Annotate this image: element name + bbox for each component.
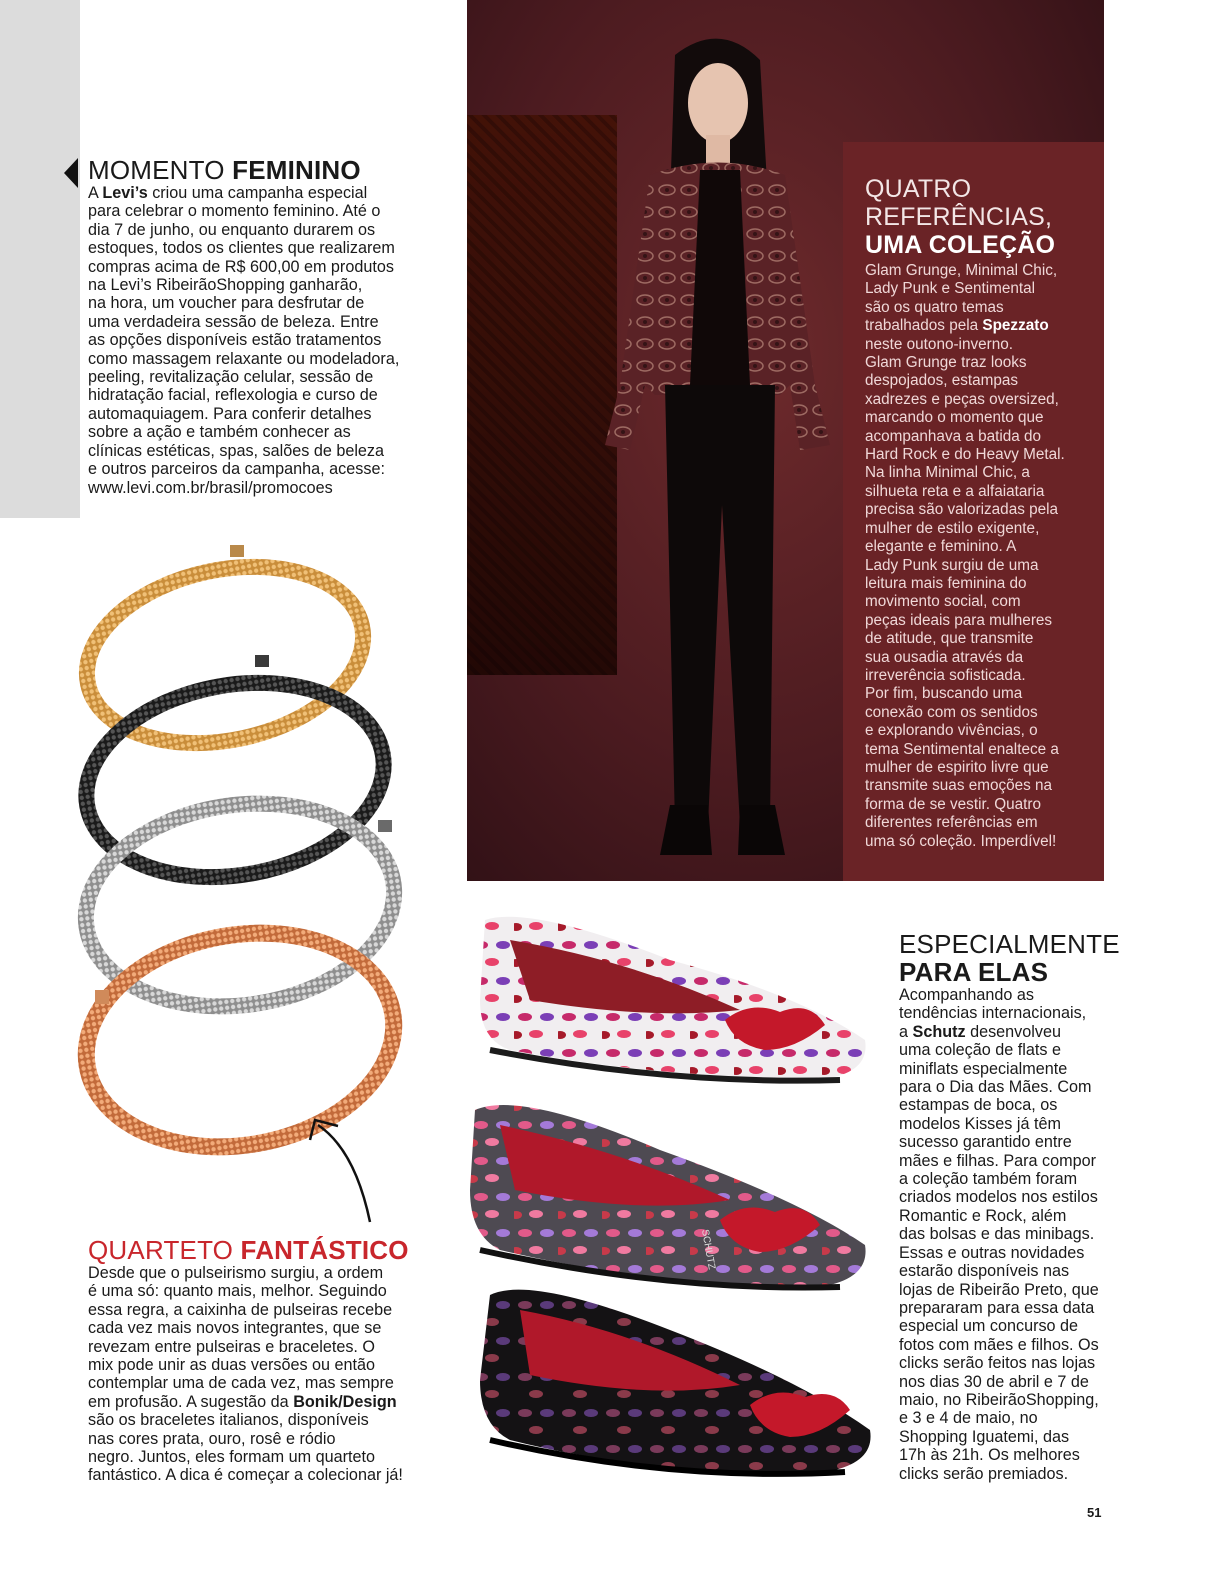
text-span: é uma só: quanto mais, melhor. Seguindo — [88, 1282, 387, 1301]
text-line — [865, 391, 1097, 409]
text-span: essa regra, a caixinha de pulseiras recebe — [88, 1300, 393, 1319]
text-span: irreverência sofisticada. — [865, 666, 1026, 684]
back-arrow-icon — [64, 158, 78, 188]
text-line — [88, 1448, 428, 1466]
text-span: estampas de boca, os — [899, 1096, 1058, 1115]
text-span: são os quatro temas — [865, 298, 1004, 316]
text-line — [88, 1282, 428, 1300]
text-line — [865, 722, 1097, 740]
quarteto-article — [88, 1236, 428, 1485]
text-line — [865, 262, 1097, 280]
text-span: silhueta reta e a alfaiataria — [865, 482, 1045, 500]
text-span: mulher de espirito livre que — [865, 758, 1049, 776]
text-span: para celebrar o momento feminino. Até o — [88, 202, 381, 221]
text-span: despojados, estampas — [865, 372, 1019, 390]
shoe-brand-mark: SCHUTZ — [699, 1228, 717, 1271]
text-line — [865, 372, 1097, 390]
quatro-title-bold: UMA COLEÇÃO — [865, 231, 1056, 259]
text-line — [865, 796, 1097, 814]
text-line — [899, 1446, 1129, 1464]
text-span: Glam Grunge traz looks — [865, 354, 1027, 372]
text-line — [899, 1391, 1129, 1409]
text-span: para o Dia das Mães. Com — [899, 1078, 1092, 1097]
text-span: automaquiagem. Para conferir detalhes — [88, 404, 372, 423]
especial-article — [899, 930, 1129, 1483]
text-span: elegante e feminino. A — [865, 538, 1017, 556]
text-span: clicks serão feitos nas lojas — [899, 1354, 1096, 1373]
text-span: de atitude, que transmite — [865, 630, 1034, 648]
text-span: A — [88, 184, 103, 202]
text-span: uma só coleção. Imperdível! — [865, 832, 1057, 850]
text-span: tema Sentimental enaltece a — [865, 740, 1059, 758]
text-span: Por fim, buscando uma — [865, 685, 1023, 703]
text-line — [865, 759, 1097, 777]
text-span: leitura mais feminina do — [865, 574, 1027, 592]
text-line — [88, 221, 418, 239]
text-span: maio, no RibeirãoShopping, — [899, 1390, 1099, 1409]
text-span: fotos com mães e filhos. Os — [899, 1335, 1099, 1354]
text-line — [88, 405, 418, 423]
text-span: desenvolveu — [965, 1022, 1061, 1041]
text-line — [88, 313, 418, 331]
bold-text: Levi’s — [102, 184, 148, 202]
text-line — [899, 1317, 1129, 1335]
text-line — [899, 1060, 1129, 1078]
text-line — [899, 1115, 1129, 1133]
text-line — [88, 368, 418, 386]
text-line — [865, 649, 1097, 667]
text-span: sucesso garantido entre — [899, 1133, 1072, 1152]
text-line — [899, 986, 1129, 1004]
text-span: especial um concurso de — [899, 1317, 1079, 1336]
text-line — [865, 704, 1097, 722]
text-span: uma coleção de flats e — [899, 1041, 1061, 1060]
text-line — [865, 814, 1097, 832]
text-line — [865, 593, 1097, 611]
shoes-photo — [470, 900, 890, 1500]
text-line — [865, 741, 1097, 759]
text-span: prepararam para essa data — [899, 1298, 1095, 1317]
text-span: compras acima de R$ 600,00 em produtos — [88, 257, 394, 276]
text-line — [865, 667, 1097, 685]
text-line — [88, 1356, 428, 1374]
text-line — [899, 1299, 1129, 1317]
text-line — [899, 1225, 1129, 1243]
text-line — [899, 1023, 1129, 1041]
text-line — [899, 1262, 1129, 1280]
text-line — [865, 538, 1097, 556]
text-span: Shopping Iguatemi, das — [899, 1427, 1070, 1446]
text-span: nos dias 30 de abril e 7 de — [899, 1372, 1089, 1391]
text-line — [865, 833, 1097, 851]
bold-text: Bonik/Design — [293, 1392, 397, 1411]
text-span: neste outono-inverno. — [865, 335, 1013, 353]
text-line — [88, 331, 418, 349]
especial-title-bold: PARA ELAS — [899, 957, 1049, 987]
text-line — [88, 460, 418, 478]
text-line — [899, 1281, 1129, 1299]
text-line — [865, 501, 1097, 519]
text-span: marcando o momento que — [865, 409, 1044, 427]
text-span: uma verdadeira sessão de beleza. Entre — [88, 312, 379, 331]
text-line — [88, 1301, 428, 1319]
text-line — [88, 202, 418, 220]
text-span: acompanhava a batida do — [865, 427, 1042, 445]
pointer-arrow-icon — [300, 1110, 390, 1230]
text-line — [88, 1466, 428, 1484]
text-line — [899, 1336, 1129, 1354]
text-line — [865, 557, 1097, 575]
text-span: Acompanhando as — [899, 986, 1034, 1004]
text-line — [865, 317, 1097, 335]
text-line — [865, 299, 1097, 317]
text-line — [88, 1374, 428, 1392]
text-span: hidratação facial, reflexologia e curso de — [88, 386, 378, 405]
text-line — [865, 685, 1097, 703]
quatro-article-title — [865, 175, 1095, 259]
text-line — [865, 630, 1097, 648]
momento-body — [88, 184, 418, 497]
text-line — [88, 1430, 428, 1448]
text-span: e outros parceiros da campanha, acesse: — [88, 460, 385, 479]
text-span: mix pode unir as duas versões ou então — [88, 1356, 376, 1375]
text-span: estarão disponíveis nas — [899, 1262, 1070, 1281]
text-span: cada vez mais novos integrantes, que se — [88, 1319, 382, 1338]
quarteto-body — [88, 1264, 428, 1485]
text-line — [865, 354, 1097, 372]
text-span: dia 7 de junho, ou enquanto durarem os — [88, 220, 376, 239]
text-line — [88, 1393, 428, 1411]
text-span: sobre a ação e também conhecer as — [88, 423, 351, 442]
text-line — [865, 612, 1097, 630]
text-line — [899, 1354, 1129, 1372]
text-line — [88, 442, 418, 460]
text-span: criados modelos nos estilos — [899, 1188, 1098, 1207]
text-span: precisa são valorizadas pela — [865, 501, 1059, 519]
text-span: estoques, todos os clientes que realizarem — [88, 239, 395, 258]
text-line — [899, 1096, 1129, 1114]
text-span: modelos Kisses já têm — [899, 1114, 1061, 1133]
especial-title-light: ESPECIALMENTE — [899, 929, 1120, 959]
text-line — [899, 1152, 1129, 1170]
especial-body — [899, 986, 1129, 1483]
text-span: tendências internacionais, — [899, 1004, 1087, 1023]
text-span: forma de se vestir. Quatro — [865, 795, 1041, 813]
text-line — [899, 1409, 1129, 1427]
text-line — [865, 483, 1097, 501]
text-span: as opções disponíveis estão tratamentos — [88, 331, 382, 350]
momento-title: MOMENTO FEMININO — [88, 155, 361, 185]
text-span: clicks serão premiados. — [899, 1464, 1069, 1483]
text-span: www.levi.com.br/brasil/promocoes — [88, 478, 333, 497]
text-span: Lady Punk e Sentimental — [865, 280, 1036, 298]
model-figure — [590, 25, 850, 865]
text-span: mães e filhas. Para compor — [899, 1151, 1097, 1170]
text-line — [865, 520, 1097, 538]
quarteto-title: QUARTETO FANTÁSTICO — [88, 1235, 409, 1265]
text-span: criou uma campanha especial — [147, 184, 368, 202]
text-span: miniflats especialmente — [899, 1059, 1068, 1078]
text-span: Essas e outras novidades — [899, 1243, 1085, 1262]
text-line — [88, 386, 418, 404]
text-line — [88, 1264, 428, 1282]
quatro-title-line2: REFERÊNCIAS, — [865, 203, 1053, 231]
text-span: movimento social, com — [865, 593, 1021, 611]
bold-text: Spezzato — [982, 317, 1049, 335]
text-line — [88, 1338, 428, 1356]
text-line — [899, 1465, 1129, 1483]
text-line — [899, 1428, 1129, 1446]
text-line — [865, 280, 1097, 298]
text-span: das bolsas e das minibags. — [899, 1225, 1095, 1244]
text-span: em profusão. A sugestão da — [88, 1392, 294, 1411]
text-span: fantástico. A dica é começar a colecionar já! — [88, 1466, 403, 1485]
text-span: a — [899, 1022, 913, 1041]
text-line — [899, 1078, 1129, 1096]
text-span: contemplar uma de cada vez, mas sempre — [88, 1374, 394, 1393]
text-line — [865, 336, 1097, 354]
text-span: são os braceletes italianos, disponíveis — [88, 1411, 369, 1430]
text-span: peças ideais para mulheres — [865, 611, 1053, 629]
text-span: nas cores prata, ouro, rosê e ródio — [88, 1429, 336, 1448]
text-line — [899, 1188, 1129, 1206]
text-line — [899, 1207, 1129, 1225]
text-span: sua ousadia através da — [865, 648, 1024, 666]
text-line — [88, 1411, 428, 1429]
text-line — [88, 350, 418, 368]
text-line — [865, 446, 1097, 464]
text-line — [899, 1133, 1129, 1151]
text-span: Na linha Minimal Chic, a — [865, 464, 1030, 482]
text-span: trabalhados pela — [865, 317, 983, 335]
text-span: negro. Juntos, eles formam um quarteto — [88, 1448, 376, 1467]
text-span: e explorando vivências, o — [865, 722, 1038, 740]
text-line — [865, 428, 1097, 446]
text-span: diferentes referências em — [865, 814, 1038, 832]
text-span: 17h às 21h. Os melhores — [899, 1446, 1080, 1465]
text-span: lojas de Ribeirão Preto, que — [899, 1280, 1099, 1299]
quatro-body — [865, 262, 1097, 851]
text-span: conexão com os sentidos — [865, 703, 1038, 721]
text-line — [899, 1244, 1129, 1262]
text-span: transmite suas emoções na — [865, 777, 1053, 795]
quatro-title-line1: QUATRO — [865, 175, 972, 203]
text-span: Desde que o pulseirismo surgiu, a ordem — [88, 1264, 384, 1282]
text-span: como massagem relaxante ou modeladora, — [88, 349, 400, 368]
text-span: revezam entre pulseiras e braceletes. O — [88, 1337, 376, 1356]
text-line — [88, 258, 418, 276]
text-line — [899, 1373, 1129, 1391]
text-line — [88, 479, 418, 497]
text-line — [865, 777, 1097, 795]
text-span: peeling, revitalização celular, sessão de — [88, 368, 374, 387]
text-line — [899, 1170, 1129, 1188]
text-span: Romantic e Rock, além — [899, 1206, 1067, 1225]
text-line — [88, 1319, 428, 1337]
text-line — [88, 423, 418, 441]
text-span: Glam Grunge, Minimal Chic, — [865, 262, 1058, 279]
text-line — [865, 575, 1097, 593]
text-line — [899, 1041, 1129, 1059]
text-line — [865, 464, 1097, 482]
bold-text: Schutz — [912, 1022, 966, 1041]
text-span: na hora, um voucher para desfrutar de — [88, 294, 365, 313]
text-span: e 3 e 4 de maio, no — [899, 1409, 1038, 1428]
text-span: na Levi’s RibeirãoShopping ganharão, — [88, 276, 363, 295]
text-span: xadrezes e peças oversized, — [865, 390, 1059, 408]
text-span: Lady Punk surgiu de uma — [865, 556, 1039, 574]
text-line — [899, 1004, 1129, 1022]
text-span: Hard Rock e do Heavy Metal. — [865, 446, 1065, 464]
momento-article — [88, 156, 418, 497]
sidebar-grey-tab — [0, 0, 80, 518]
text-line — [865, 409, 1097, 427]
page-number: 51 — [1087, 1505, 1102, 1520]
text-line — [88, 239, 418, 257]
text-span: mulher de estilo exigente, — [865, 519, 1040, 537]
text-line — [88, 294, 418, 312]
text-span: clínicas estéticas, spas, salões de beleza — [88, 441, 385, 460]
text-line — [88, 184, 418, 202]
text-span: a coleção também foram — [899, 1170, 1078, 1189]
text-line — [88, 276, 418, 294]
